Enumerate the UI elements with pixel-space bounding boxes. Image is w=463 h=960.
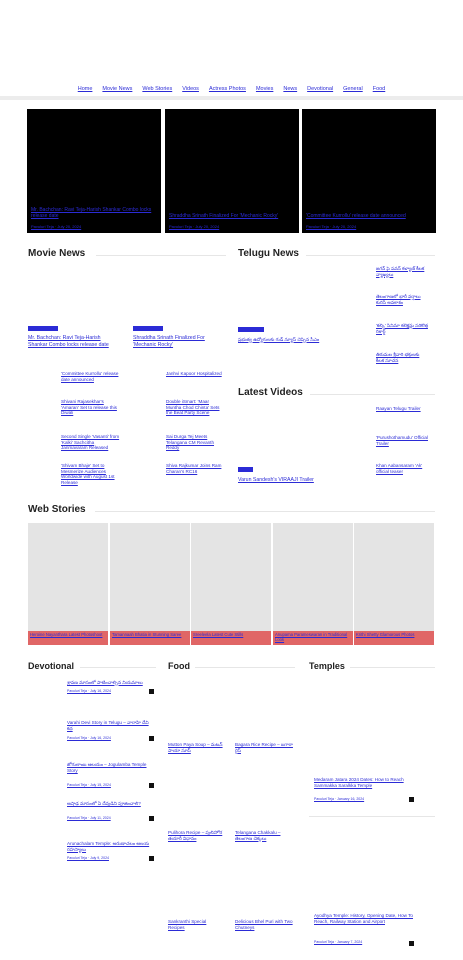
bookmark-icon[interactable]: [149, 856, 154, 861]
section-divider: [309, 816, 435, 817]
movie-news-item[interactable]: 'Shivam Bhaje' Set to Mesmerize Audiences Worldwide with August 1st Release: [61, 463, 115, 485]
section-divider: [195, 667, 295, 668]
movie-news-heading: Movie News: [28, 248, 86, 259]
section-divider: [96, 255, 226, 256]
hero-meta[interactable]: Pavuluri Teja · July 20, 2024: [31, 224, 82, 229]
food-item-title[interactable]: Delicious Bhel Puri with Two Chutneys: [235, 919, 293, 930]
movie-news-item[interactable]: Shiva Rajkumar Joins Ram Charan's RC16: [166, 463, 222, 474]
temple-item-meta[interactable]: Pavuluri Teja · January 16, 2024: [314, 797, 365, 801]
devotional-item-meta[interactable]: Pavuluri Teja · July 16, 2024: [67, 689, 111, 693]
movie-news-item[interactable]: Janhvi Kapoor Hospitalized: [166, 371, 222, 376]
nav-videos[interactable]: Videos: [182, 86, 199, 92]
movie-news-main-title[interactable]: Mr. Bachchan: Ravi Teja-Harish Shankar Combo locks release date: [28, 335, 109, 348]
bookmark-icon[interactable]: [149, 736, 154, 741]
web-story-card[interactable]: [191, 523, 271, 645]
telugu-news-item[interactable]: తిరుమల శ్రీవారి భక్తులకు కీలక సూచన: [376, 352, 420, 363]
telugu-news-item[interactable]: 'కల్కి' సినిమా కలెక్షన్లు సరికొత్త రికార్డ్: [376, 323, 428, 334]
movie-news-item[interactable]: 'Committee Kurrollu' release date announced: [61, 371, 119, 382]
devotional-item-title[interactable]: Arunachalam Temple: అరుణాచలం ఆలయ రహస్యాలు: [67, 841, 150, 852]
movie-news-item[interactable]: Shivani Rajasekhar's 'Amaran' Set to release this Diwali: [61, 399, 117, 416]
section-divider: [80, 667, 156, 668]
nav-home[interactable]: Home: [77, 86, 93, 92]
devotional-item-meta[interactable]: Pavuluri Teja · July 9, 2024: [67, 856, 109, 860]
temple-item-title[interactable]: Medaram Jatara 2024 Dates: How to Reach Sammakka Saralkka Temple: [314, 777, 404, 788]
nav-movies[interactable]: Movies: [255, 86, 274, 92]
web-story-title[interactable]: Tamannaah Bhatia in Stunning Saree: [112, 632, 182, 637]
web-stories-heading: Web Stories: [28, 504, 86, 515]
food-heading: Food: [168, 661, 190, 671]
devotional-item-title[interactable]: జోగులాంబ ఆలయం – Jogulamba Temple Story: [67, 762, 147, 773]
food-item-title[interactable]: Pulihora Recipe – పులిహోర తయారీ విధానం: [168, 830, 223, 841]
hero-title[interactable]: Shraddha Srinath Finalized For 'Mechanic Rocky': [169, 213, 279, 219]
bookmark-icon[interactable]: [409, 797, 414, 802]
movie-news-main-title[interactable]: Shraddha Srinath Finalized For 'Mechanic Rocky': [133, 335, 205, 348]
main-nav: [0, 86, 463, 94]
latest-video-item[interactable]: Raayan Telugu Trailer: [376, 406, 421, 411]
movie-news-item[interactable]: Second Single 'Vasanti' from 'Kalki' Sachcitha Janmavaram Released: [61, 434, 120, 451]
web-story-title[interactable]: Sreeleela Latest Cute Stills: [193, 632, 244, 637]
devotional-item-meta[interactable]: Pavuluri Teja · July 15, 2024: [67, 783, 111, 787]
nav-devotional[interactable]: Devotional: [307, 86, 334, 92]
telugu-news-item[interactable]: తెలంగాణలో భారీ వర్షాలు కురిసే అవకాశం: [376, 294, 421, 305]
hero-title[interactable]: 'Committee Kurrollu' release date announced: [306, 213, 406, 219]
web-story-card[interactable]: [28, 523, 108, 645]
movie-news-item[interactable]: Double iSmart: 'Maar Muntha Chod Chinta' Sets the Beat Party Scene: [166, 399, 220, 416]
telugu-news-heading: Telugu News: [238, 248, 299, 259]
hero-meta[interactable]: Pavuluri Teja · July 20, 2024: [169, 224, 220, 229]
devotional-item-title[interactable]: ఆషాఢ మాసంలో ఏ దేవుడిని పూజించాలి?: [67, 801, 141, 806]
devotional-item-meta[interactable]: Pavuluri Teja · July 16, 2024: [67, 736, 111, 740]
hero-title[interactable]: Mr. Bachchan: Ravi Teja-Harish Shankar Combo locks release date: [31, 207, 152, 219]
category-badge[interactable]: [238, 327, 264, 332]
hero-meta[interactable]: Pavuluri Teja · July 20, 2024: [306, 224, 357, 229]
temples-heading: Temples: [309, 661, 345, 671]
latest-videos-heading: Latest Videos: [238, 387, 303, 398]
section-divider: [306, 255, 435, 256]
food-item-title[interactable]: Mutton Paya Soup – మటన్ పాయా సూప్: [168, 742, 223, 753]
telugu-news-main-title[interactable]: ప్రభుత్వ ఉద్యోగులకు గుడ్ న్యూస్ చెప్పిన సీఎం: [238, 337, 320, 342]
nav-food[interactable]: Food: [372, 86, 386, 92]
food-item-title[interactable]: Sankranthi Special Recipes: [168, 919, 207, 930]
devotional-item-meta[interactable]: Pavuluri Teja · July 11, 2024: [67, 816, 111, 820]
section-divider: [310, 394, 435, 395]
web-story-title[interactable]: Heroine Nayanthara Latest Photoshoot: [30, 632, 103, 637]
web-story-title[interactable]: Anupama Parameswaran in Traditional Look: [275, 632, 348, 642]
bookmark-icon[interactable]: [149, 816, 154, 821]
temple-item-meta[interactable]: Pavuluri Teja · January 7, 2024: [314, 940, 363, 944]
devotional-heading: Devotional: [28, 661, 75, 671]
section-divider: [350, 667, 435, 668]
web-story-card[interactable]: [273, 523, 353, 645]
nav-actress-photos[interactable]: Actress Photos: [208, 86, 246, 92]
category-badge[interactable]: [238, 467, 253, 472]
devotional-item-title[interactable]: Varahi Devi Story in Telugu – వారాహి దేవి కథ: [67, 720, 149, 731]
bookmark-icon[interactable]: [149, 783, 154, 788]
nav-web-stories[interactable]: Web Stories: [142, 86, 173, 92]
web-story-title[interactable]: Krithi Shetty Glamorous Photos: [356, 632, 415, 637]
web-story-card[interactable]: [110, 523, 190, 645]
movie-news-item[interactable]: Sai Durga Tej Meets Telangana CM Revanth Reddy: [166, 434, 215, 451]
telugu-news-item[interactable]: జగన్ పై పవన్ కళ్యాణ్ కీలక వ్యాఖ్యలు: [376, 266, 425, 277]
temple-item-title[interactable]: Ayodhya Temple: History, Opening Date, How To Reach, Railway Station and Airport: [314, 913, 413, 924]
latest-video-main-title[interactable]: Varun Sandesh's VIRAAJI Trailer: [238, 477, 314, 483]
food-item-title[interactable]: Bagara Rice Recipe – బగారా రైస్: [235, 742, 293, 753]
hero-card[interactable]: [302, 109, 436, 233]
category-badge[interactable]: [28, 326, 58, 331]
devotional-item-title[interactable]: శ్రావణ మాసంలో పాటించాల్సిన నియమాలు: [67, 680, 143, 685]
latest-video-item[interactable]: Khan Aabansaram 'Ak' official teaser: [376, 463, 423, 474]
nav-movie-news[interactable]: Movie News: [102, 86, 133, 92]
nav-general[interactable]: General: [343, 86, 363, 92]
hero-card[interactable]: [165, 109, 299, 233]
latest-video-item[interactable]: 'Purushothamudu' Official Trailer: [376, 435, 428, 446]
bookmark-icon[interactable]: [409, 941, 414, 946]
nav-divider: [0, 96, 463, 100]
nav-news[interactable]: News: [283, 86, 298, 92]
hero-card[interactable]: [27, 109, 161, 233]
bookmark-icon[interactable]: [149, 689, 154, 694]
food-item-title[interactable]: Telangana Chakkalu – తెలంగాణ చెక్కలు: [235, 830, 281, 841]
web-story-card[interactable]: [354, 523, 434, 645]
section-divider: [95, 511, 435, 512]
category-badge[interactable]: [133, 326, 163, 331]
